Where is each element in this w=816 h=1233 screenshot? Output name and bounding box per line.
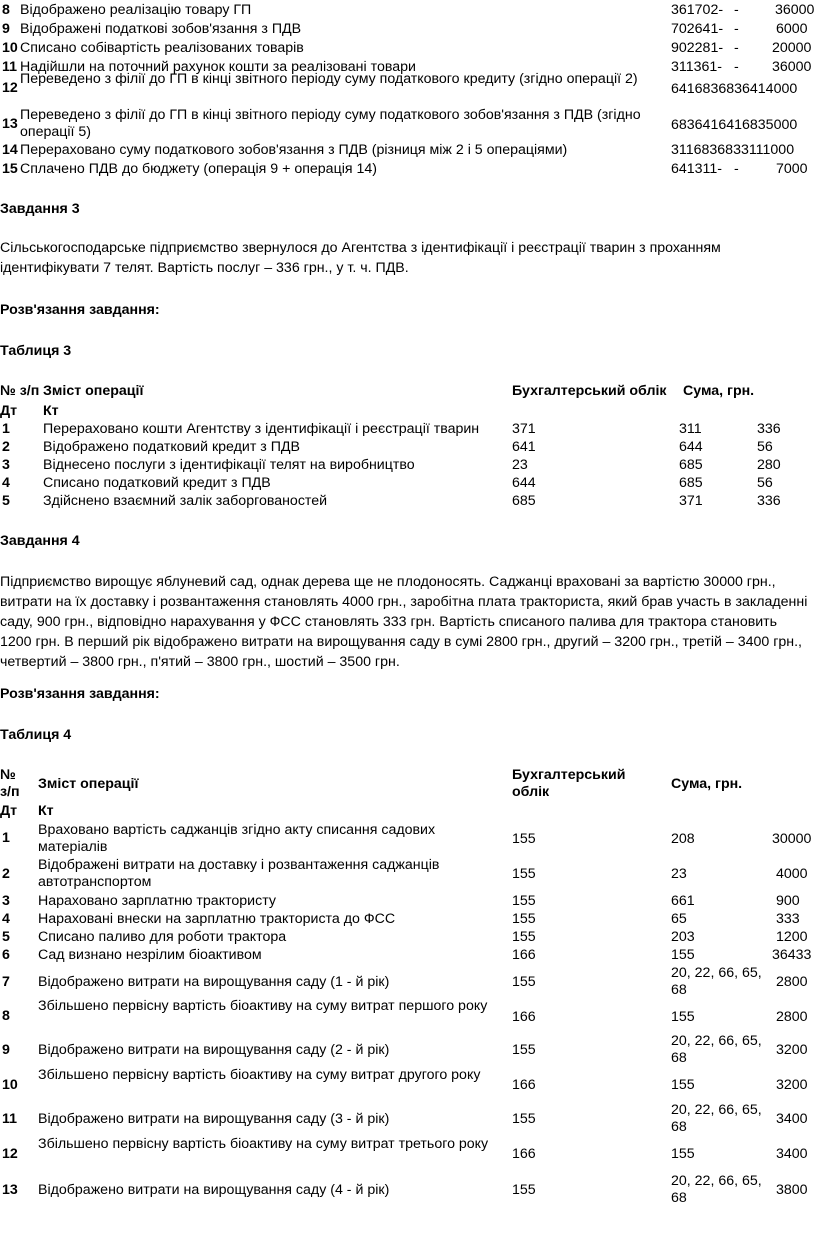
row-debit: 166 bbox=[512, 1009, 536, 1025]
row-text: Відображені податкові зобов'язання з ПДВ bbox=[20, 21, 302, 37]
row-sum: 336 bbox=[757, 421, 781, 437]
row-credit: 685 bbox=[679, 475, 703, 491]
row-dash: - bbox=[734, 21, 739, 37]
row-text: Збільшено первісну вартість біоактиву на суму витрат першого року bbox=[38, 998, 488, 1014]
row-number: 5 bbox=[2, 493, 10, 509]
row-number: 7 bbox=[2, 974, 10, 990]
row-sum: 20000 bbox=[772, 40, 812, 56]
row-sum: 3200 bbox=[776, 1077, 808, 1093]
row-dash: - bbox=[734, 161, 739, 177]
row-sum: 280 bbox=[757, 457, 781, 473]
row-text: Нараховано зарплатню трактористу bbox=[38, 893, 276, 909]
table3-title: Таблиця 3 bbox=[0, 343, 72, 359]
row-credit: 155 bbox=[671, 1077, 695, 1093]
row-number: 5 bbox=[2, 929, 10, 945]
row-sum: 30000 bbox=[772, 831, 812, 847]
row-number: 11 bbox=[2, 59, 17, 75]
row-number: 13 bbox=[2, 116, 18, 132]
row-credit: 20, 22, 66, 65, 68 bbox=[671, 1173, 762, 1206]
col-header-debit: Дт bbox=[0, 803, 18, 819]
row-number: 13 bbox=[2, 1182, 18, 1198]
row-sum: 56 bbox=[757, 439, 773, 455]
row-credit: 208 bbox=[671, 831, 695, 847]
row-sum: 2800 bbox=[776, 1009, 808, 1025]
task4-text: Підприємство вирощує яблуневий сад, однак дерева ще не плодоносять. Саджанці враховані за вартістю 30000 грн., витрати на їх доставку і розвантаження становлять 4000 грн., заробітна плата тракториста, який брав участь в закладенні саду, 900 грн., відповідно нарахування у ФСС становлять 333 грн. Вартість списаного палива для трактора становить 1200 грн. В перший рік відображено витрати на вирощування саду в сумі 2800 грн., другий – 3200 грн., третій – 3400 грн., четвертий – 3800 грн., п'ятий – 3800 грн., шостий – 3500 грн. bbox=[0, 574, 808, 670]
row-text: Списано паливо для роботи трактора bbox=[38, 929, 287, 945]
col-header-sum: Сума, грн. bbox=[683, 383, 755, 399]
row-sum: 336 bbox=[757, 493, 781, 509]
row-sum: 7000 bbox=[776, 161, 808, 177]
row-accounts: 3116836833111000 bbox=[671, 142, 795, 158]
row-credit: 371 bbox=[679, 493, 703, 509]
row-debit: 166 bbox=[512, 1146, 536, 1162]
row-accounts: 641311- bbox=[671, 161, 723, 177]
row-text: Сплачено ПДВ до бюджету (операція 9 + операція 14) bbox=[20, 161, 377, 177]
row-number: 9 bbox=[2, 1042, 10, 1058]
row-sum: 2800 bbox=[776, 974, 808, 990]
row-debit: 155 bbox=[512, 893, 536, 909]
row-number: 8 bbox=[2, 1008, 10, 1024]
row-accounts: 6836416416835000 bbox=[671, 117, 798, 133]
row-sum: 36000 bbox=[772, 59, 812, 75]
row-text: Відображено витрати на вирощування саду (2 - й рік) bbox=[38, 1042, 390, 1058]
row-sum: 1200 bbox=[776, 929, 808, 945]
row-text: Відображені витрати на доставку і розвантаження саджанців автотранспортом bbox=[38, 857, 440, 890]
col-header-accounting: Бухгалтерський bbox=[512, 767, 626, 783]
row-credit: 203 bbox=[671, 929, 695, 945]
col-header-number: № bbox=[0, 767, 16, 783]
row-credit: 20, 22, 66, 65, 68 bbox=[671, 965, 762, 998]
task4-solution-heading: Розв'язання завдання: bbox=[0, 686, 160, 702]
row-number: 14 bbox=[2, 142, 18, 158]
col-header-content: Зміст операції bbox=[38, 776, 139, 792]
row-accounts: 361702- bbox=[671, 2, 724, 18]
row-dash: - bbox=[734, 40, 739, 56]
row-number: 3 bbox=[2, 457, 10, 473]
row-debit: 155 bbox=[512, 866, 536, 882]
row-sum: 3800 bbox=[776, 1182, 808, 1198]
row-debit: 155 bbox=[512, 929, 536, 945]
row-debit: 155 bbox=[512, 1182, 536, 1198]
row-text: Відображено податковий кредит з ПДВ bbox=[43, 439, 300, 455]
row-number: 11 bbox=[2, 1111, 17, 1127]
row-text: Надійшли на поточний рахунок кошти за реалізовані товари bbox=[20, 59, 416, 75]
table4-title: Таблиця 4 bbox=[0, 727, 72, 743]
row-text: Віднесено послуги з ідентифікації телят на виробництво bbox=[43, 457, 415, 473]
row-number: 9 bbox=[2, 21, 10, 37]
row-debit: 641 bbox=[512, 439, 536, 455]
row-sum: 333 bbox=[776, 911, 800, 927]
row-number: 15 bbox=[2, 161, 18, 177]
row-text: Списано податковий кредит з ПДВ bbox=[43, 475, 271, 491]
row-number: 10 bbox=[2, 1077, 18, 1093]
row-credit: 685 bbox=[679, 457, 703, 473]
row-text: Збільшено первісну вартість біоактиву на суму витрат другого року bbox=[38, 1067, 481, 1083]
row-number: 4 bbox=[2, 475, 10, 491]
row-debit: 155 bbox=[512, 974, 536, 990]
col-header-content: Зміст операції bbox=[43, 383, 144, 399]
task3-solution-heading: Розв'язання завдання: bbox=[0, 302, 160, 318]
task3-text: Сільськогосподарське підприємство звернулося до Агентства з ідентифікації і реєстрації тварин з проханням ідентифікувати 7 телят. Вартість послуг – 336 грн., у т. ч. ПДВ. bbox=[0, 240, 721, 276]
row-number: 3 bbox=[2, 893, 10, 909]
row-debit: 155 bbox=[512, 831, 536, 847]
row-text: Відображено витрати на вирощування саду (4 - й рік) bbox=[38, 1182, 390, 1198]
col-header-credit: Кт bbox=[38, 803, 54, 819]
row-debit: 166 bbox=[512, 947, 536, 963]
row-credit: 20, 22, 66, 65, 68 bbox=[671, 1033, 762, 1066]
row-credit: 20, 22, 66, 65, 68 bbox=[671, 1102, 762, 1135]
row-sum: 3400 bbox=[776, 1111, 808, 1127]
row-credit: 644 bbox=[679, 439, 703, 455]
col-header-number: № з/п bbox=[0, 383, 40, 399]
row-sum: 900 bbox=[776, 893, 800, 909]
row-text: Відображено реалізацію товару ГП bbox=[20, 2, 252, 18]
row-credit: 661 bbox=[671, 893, 695, 909]
row-sum: 6000 bbox=[776, 21, 808, 37]
row-number: 2 bbox=[2, 439, 10, 455]
row-debit: 155 bbox=[512, 911, 536, 927]
row-text: Нараховані внески на зарплатню тракториста до ФСС bbox=[38, 911, 396, 927]
row-debit: 155 bbox=[512, 1042, 536, 1058]
col-header-sum: Сума, грн. bbox=[671, 776, 743, 792]
row-debit: 166 bbox=[512, 1077, 536, 1093]
row-sum: 3200 bbox=[776, 1042, 808, 1058]
row-text: Відображено витрати на вирощування саду (3 - й рік) bbox=[38, 1111, 390, 1127]
row-number: 12 bbox=[2, 80, 18, 96]
row-sum: 36433 bbox=[772, 947, 812, 963]
col-header-accounting: Бухгалтерський облік bbox=[512, 383, 667, 399]
row-text: Переведено з філії до ГП в кінці звітного періоду суму податкового зобов'язання з ПДВ (згідно операції 5) bbox=[20, 107, 641, 140]
row-number: 2 bbox=[2, 866, 10, 882]
row-text: Збільшено первісну вартість біоактиву на суму витрат третього року bbox=[38, 1136, 489, 1152]
row-accounts: 6416836836414000 bbox=[671, 81, 798, 97]
row-text: Здійснено взаємний залік заборгованостей bbox=[43, 493, 328, 509]
row-number: 4 bbox=[2, 911, 10, 927]
row-dash: - bbox=[734, 59, 739, 75]
row-number: 8 bbox=[2, 2, 10, 18]
row-credit: 155 bbox=[671, 1146, 695, 1162]
row-sum: 3400 bbox=[776, 1146, 808, 1162]
row-sum: 36000 bbox=[775, 2, 815, 18]
row-accounts: 702641- bbox=[671, 21, 724, 37]
row-debit: 155 bbox=[512, 1111, 536, 1127]
row-number: 1 bbox=[2, 830, 10, 846]
row-accounts: 311361- bbox=[671, 59, 723, 75]
row-debit: 23 bbox=[512, 457, 528, 473]
row-text: Перераховано кошти Агентству з ідентифікації і реєстрації тварин bbox=[43, 421, 480, 437]
row-credit: 65 bbox=[671, 911, 687, 927]
row-sum: 4000 bbox=[776, 866, 808, 882]
col-header-accounting-2: облік bbox=[512, 784, 550, 800]
row-credit: 155 bbox=[671, 1009, 695, 1025]
row-accounts: 902281- bbox=[671, 40, 724, 56]
task3-heading: Завдання 3 bbox=[0, 201, 80, 217]
row-sum: 56 bbox=[757, 475, 773, 491]
task4-heading: Завдання 4 bbox=[0, 533, 80, 549]
col-header-debit: Дт bbox=[0, 403, 18, 419]
row-credit: 155 bbox=[671, 947, 695, 963]
row-debit: 644 bbox=[512, 475, 536, 491]
row-number: 10 bbox=[2, 40, 18, 56]
row-text: Сад визнано незрілим біоактивом bbox=[38, 947, 262, 963]
row-text: Відображено витрати на вирощування саду (1 - й рік) bbox=[38, 974, 390, 990]
row-credit: 311 bbox=[679, 421, 702, 437]
row-text: Перераховано суму податкового зобов'язання з ПДВ (різниця між 2 і 5 операціями) bbox=[20, 142, 568, 158]
row-number: 1 bbox=[2, 421, 10, 437]
row-text: Переведено з філії до ГП в кінці звітного періоду суму податкового кредиту (згідно операції 2) bbox=[20, 71, 638, 87]
row-text: Списано собівартість реалізованих товарів bbox=[20, 40, 304, 56]
row-text: Враховано вартість саджанців згідно акту списання садових матеріалів bbox=[38, 822, 436, 855]
col-header-number-2: з/п bbox=[0, 784, 20, 800]
row-credit: 23 bbox=[671, 866, 687, 882]
row-number: 6 bbox=[2, 947, 10, 963]
row-debit: 685 bbox=[512, 493, 536, 509]
row-debit: 371 bbox=[512, 421, 536, 437]
row-number: 12 bbox=[2, 1146, 18, 1162]
col-header-credit: Кт bbox=[43, 403, 59, 419]
row-dash: - bbox=[734, 2, 739, 18]
